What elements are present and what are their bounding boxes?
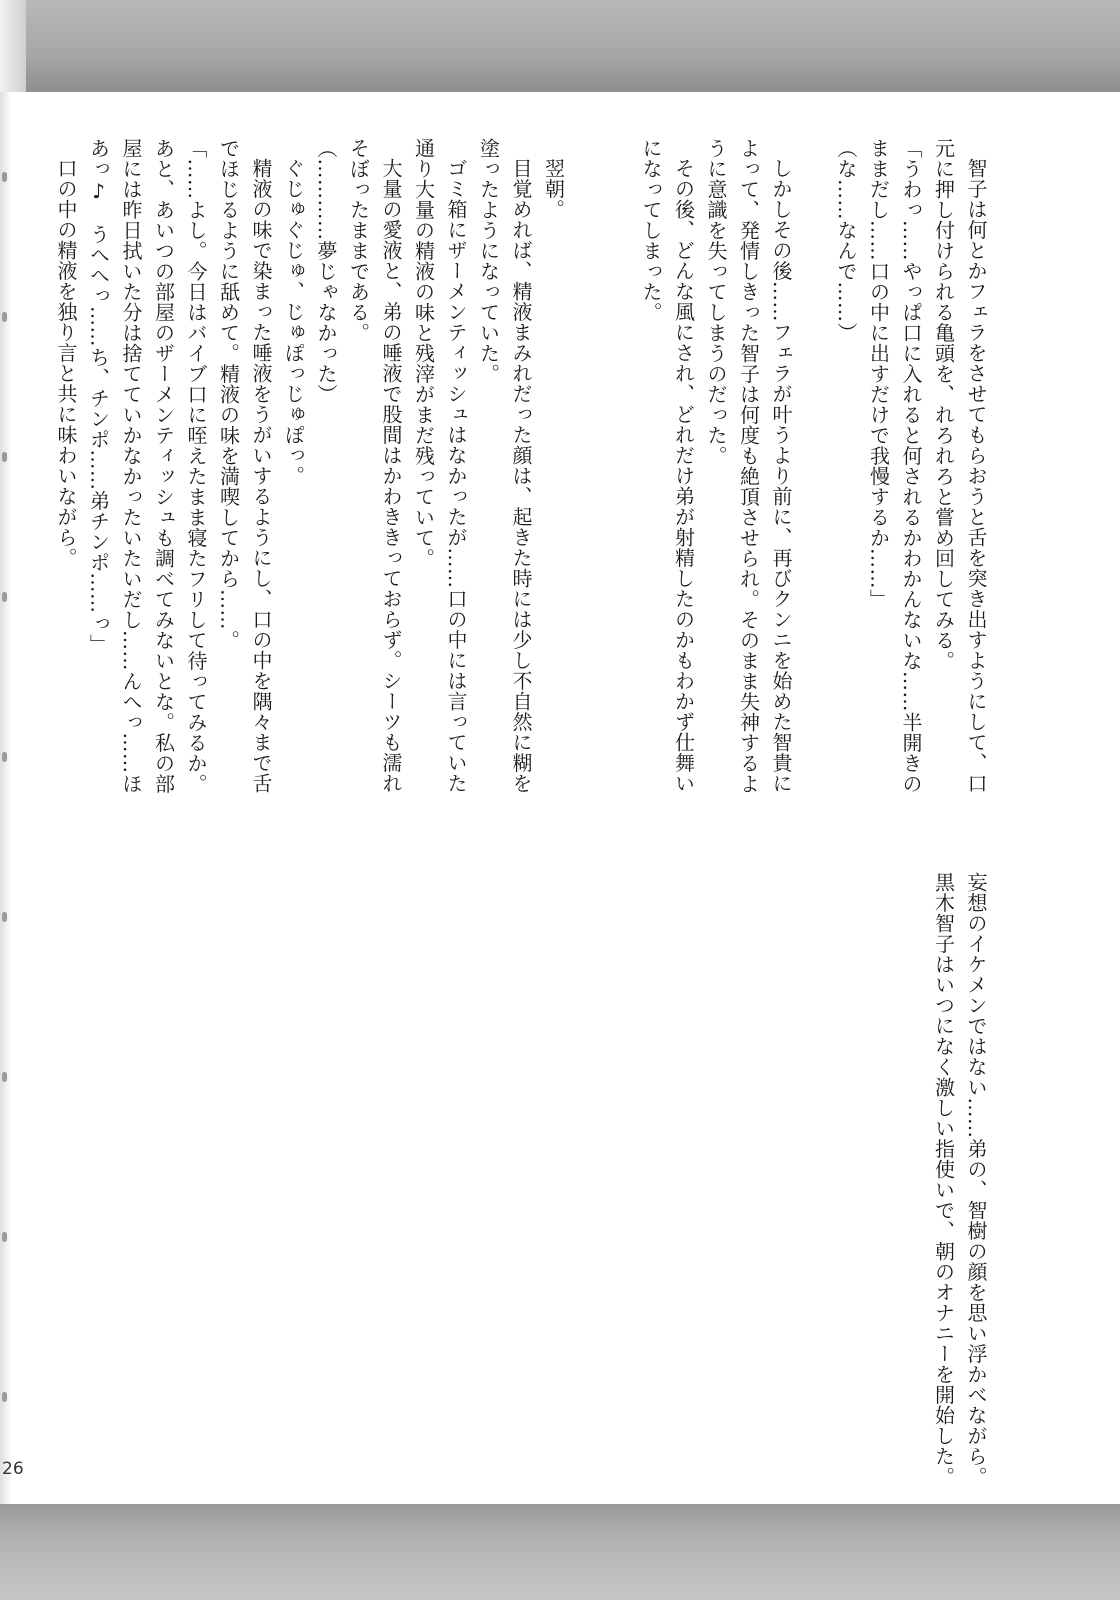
main-paragraph: ゴミ箱にザーメンティッシュはなかったが……口の中には言っていた 通り大量の精液の味と残滓がまだ残っていて。 bbox=[411, 138, 468, 794]
edge-mark bbox=[2, 752, 7, 762]
main-paragraph: 翌朝。 bbox=[541, 158, 566, 220]
main-paragraph bbox=[602, 138, 635, 838]
main-paragraph: その後、どんな風にされ、どれだけ弟が射精したのかもわかず仕舞い になってしまった。 bbox=[639, 138, 696, 794]
main-paragraph: しかしその後……フェラが叶うより前に、再びクンニを始めた智貴に よって、発情しきった智子は何度も絶頂させられ。そのまま失神するよ うに意識を失ってしまうのだった。 bbox=[704, 138, 793, 794]
edge-mark bbox=[2, 1232, 7, 1242]
main-paragraph: 口の中の精液を独り言と共に味わいながら。 bbox=[54, 158, 78, 568]
edge-mark bbox=[2, 452, 7, 462]
main-paragraph: 目覚めれば、精液まみれだった顔は、起きた時には少し不自然に糊を 塗ったようになっていた。 bbox=[476, 138, 533, 794]
main-paragraph: 「……よし。今日はバイブ口に咥えたまま寝たフリして待ってみるか。 あと、あいつの部屋のザーメンティッシュも調べてみないとな。私の部 屋には昨日拭いた分は捨てていかなかったいたいだし……んへっ……ほ あっ♪ うへへっ……ち、チンポ……弟チンポ……っ」 bbox=[86, 138, 208, 794]
edge-mark bbox=[2, 1392, 7, 1402]
main-paragraph: ぐじゅぐじゅ、じゅぽっじゅぽっ。 bbox=[281, 158, 306, 486]
main-paragraph: 大量の愛液と、弟の唾液で股間はかわききっておらず。シーツも濡れ そぼったままである。 bbox=[346, 138, 403, 794]
main-paragraph: （な……なんで……） bbox=[834, 138, 858, 343]
closing-paragraph: 妄想のイケメンではない……弟の、智樹の顔を思い浮かべながら。 bbox=[964, 872, 988, 1487]
scan-border-top bbox=[0, 0, 1120, 92]
edge-mark bbox=[2, 592, 7, 602]
edge-mark bbox=[2, 1072, 7, 1082]
edge-mark bbox=[2, 172, 7, 182]
main-paragraph: 「うわっ……やっぱ口に入れると何されるかわかんないな……半開きの ままだし……口の中に出すだけで我慢するか……」 bbox=[866, 138, 923, 794]
main-text-column bbox=[50, 138, 993, 838]
main-paragraph: 智子は何とかフェラをさせてもらおうと舌を突き出すようにして、口 元に押し付けられる亀頭を、れろれろと嘗め回してみる。 bbox=[931, 138, 988, 794]
edge-mark bbox=[2, 312, 7, 322]
main-paragraph: 精液の味で染まった唾液をうがいするようにし、口の中を隅々まで舌 でほじるように舐めて。精液の味を満喫してから……。 bbox=[216, 138, 273, 794]
page-number: 26 bbox=[2, 1459, 24, 1479]
closing-text-column bbox=[927, 872, 992, 1487]
closing-paragraph: 黒木智子はいつになく激しい指使いで、朝のオナニーを開始した。 bbox=[931, 872, 956, 1487]
scan-border-bottom bbox=[0, 1504, 1120, 1600]
main-paragraph bbox=[570, 138, 603, 838]
main-paragraph: （…………夢じゃなかった） bbox=[314, 138, 338, 405]
scan-border-left bbox=[0, 92, 12, 1504]
main-paragraph bbox=[797, 138, 830, 838]
edge-mark bbox=[2, 912, 7, 922]
